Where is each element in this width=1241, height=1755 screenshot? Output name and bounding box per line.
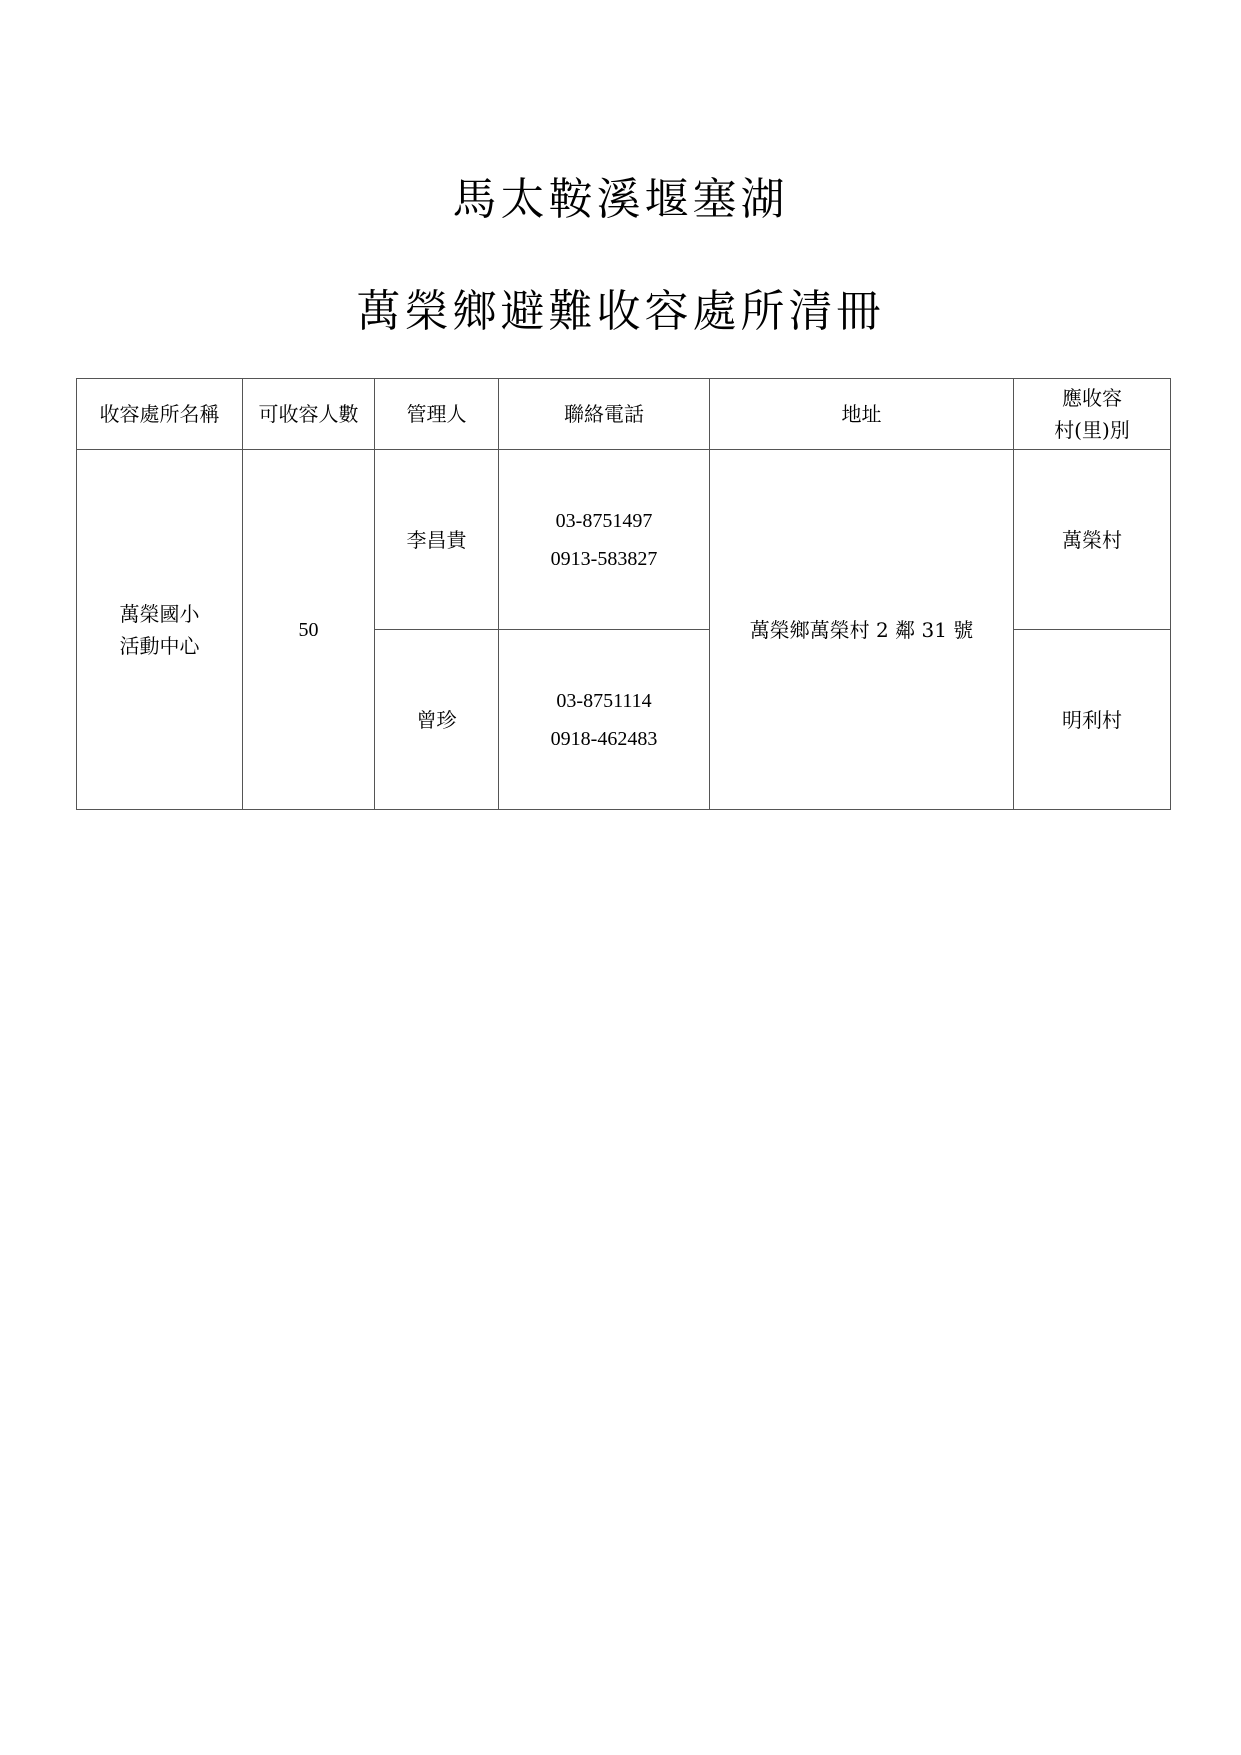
header-manager: 管理人 — [375, 379, 499, 450]
village-cell: 萬榮村 — [1014, 450, 1171, 630]
phone-2: 0913-583827 — [550, 547, 658, 570]
address-cell: 萬榮鄉萬榮村 2 鄰 31 號 — [710, 450, 1014, 810]
phone-cell — [499, 630, 710, 810]
header-capacity: 可收容人數 — [243, 379, 375, 450]
shelter-name-cell — [77, 450, 243, 810]
header-phone: 聯絡電話 — [499, 379, 710, 450]
table-row — [77, 450, 1171, 630]
document-title: 馬太鞍溪堰塞湖 — [452, 174, 789, 225]
header-village-line1: 應收容 — [1062, 386, 1122, 410]
phone-1: 03-8751497 — [555, 509, 653, 532]
header-shelter-name: 收容處所名稱 — [77, 379, 243, 450]
header-village — [1014, 379, 1171, 450]
phone-1: 03-8751114 — [556, 689, 652, 712]
phone-2: 0918-462483 — [550, 727, 658, 750]
table-header-row — [77, 379, 1171, 450]
shelter-name-line1: 萬榮國小 — [119, 601, 200, 626]
manager-name: 曾珍 — [375, 630, 499, 810]
village-cell: 明利村 — [1014, 630, 1171, 810]
phone-cell — [499, 450, 710, 630]
document-subtitle: 萬榮鄉避難收容處所清冊 — [356, 286, 885, 337]
manager-name: 李昌貴 — [375, 450, 499, 630]
capacity-cell: 50 — [243, 450, 375, 810]
shelter-name-line2: 活動中心 — [119, 633, 200, 658]
header-village-line2: 村(里)別 — [1054, 418, 1130, 442]
header-address: 地址 — [710, 379, 1014, 450]
shelter-table — [76, 378, 1171, 810]
